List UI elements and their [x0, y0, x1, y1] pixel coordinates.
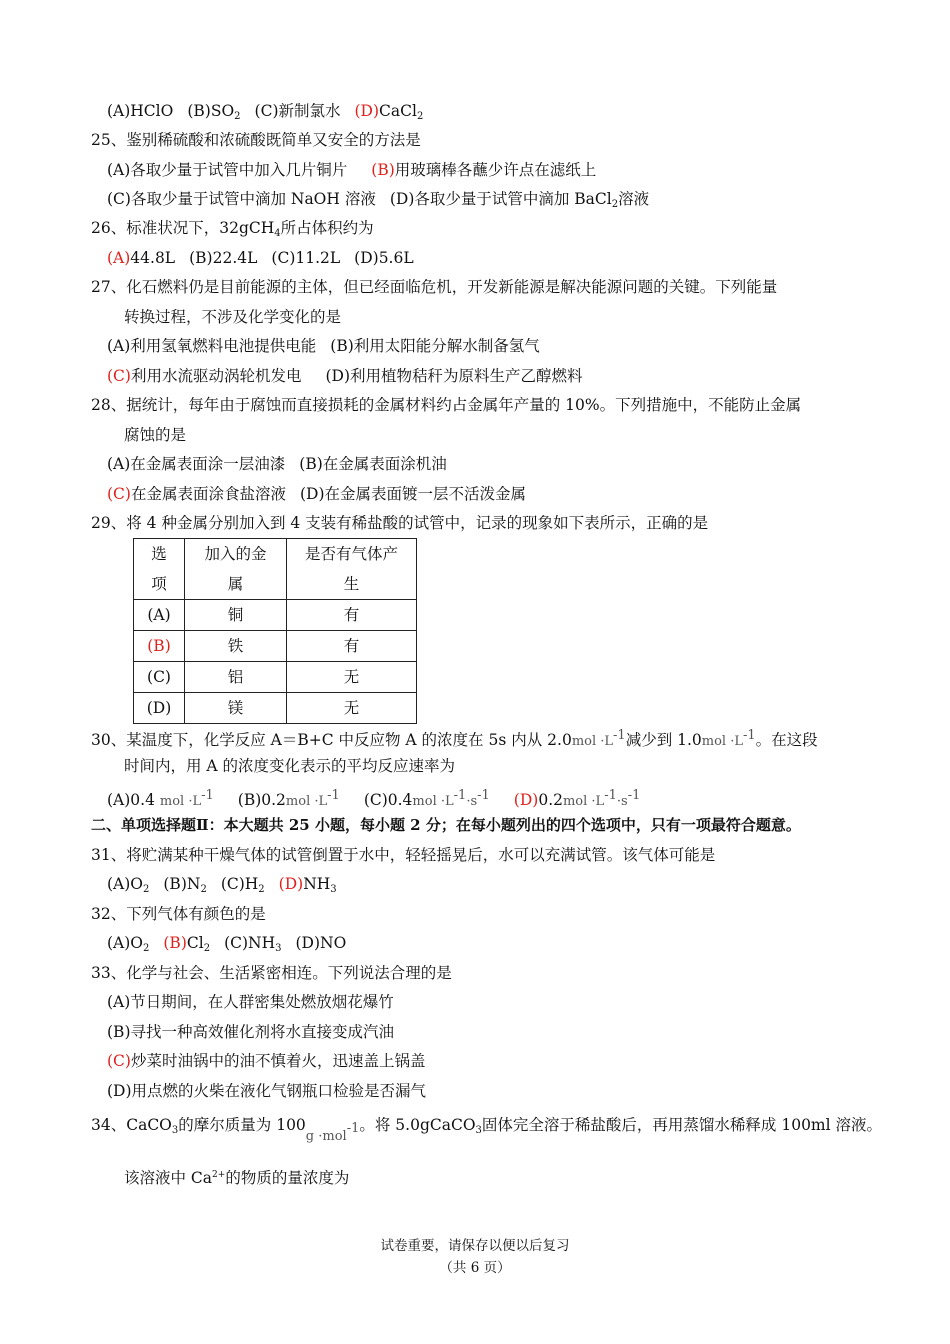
q32-option-a: $(A)O_2$ [107, 934, 150, 954]
q25-options-cd [107, 189, 649, 215]
q29-row-b-option: (B) [134, 631, 185, 662]
q29-row-a-gas: 有 [287, 600, 417, 631]
q30-option-c: $(C)0.4mol \cdot L^{-1}\cdot s^{-1}$ [363, 788, 490, 809]
q29-header-gas: 是否有气体产 生 [287, 539, 417, 600]
q32-options [107, 933, 346, 959]
q27-options-ab [107, 336, 540, 356]
q29-row-b-gas: 有 [287, 631, 417, 662]
q25-option-a: (A)各取少量于试管中加入几片铜片 [107, 161, 348, 179]
q29-row-d-metal: 镁 [185, 693, 287, 724]
q27-option-a: (A)利用氢氧燃料电池提供电能 [107, 337, 317, 355]
q28-options-cd [107, 484, 526, 504]
q29-row-b-metal: 铁 [185, 631, 287, 662]
q29-header-option: 选 项 [134, 539, 185, 600]
q24-option-b: $(B)SO_2$ [187, 102, 241, 122]
q29-row-c-metal: 铝 [185, 662, 287, 693]
q25-option-c: (C)各取少量于试管中滴加 NaOH 溶液 [107, 190, 376, 208]
q28-option-d: (D)在金属表面镀一层不活泼金属 [299, 485, 527, 503]
q25-option-d: (D)各取少量于试管中滴加 BaCl$_2$溶液 [389, 190, 650, 210]
q31-option-c: $(C)H_2$ [220, 875, 265, 895]
table-row [134, 693, 417, 724]
q26-option-c: (C)11.2L [271, 249, 341, 267]
q30-options [107, 786, 640, 812]
q33-option-c: (C)炒菜时油锅中的油不慎着火，迅速盖上锅盖 [107, 1052, 426, 1070]
q29-row-d-option: (D) [134, 693, 185, 724]
q34-stem-line2: 该溶液中 $Ca^{2+}$的物质的量浓度为 [124, 1169, 350, 1187]
page-count: （共 6 页） [439, 1260, 511, 1276]
q32-option-b: $(B)Cl_2$ [163, 934, 211, 954]
q32-option-c: $(C)NH_3$ [224, 934, 282, 954]
q30-option-a: (A)0.4 mol $\cdot L^{-1}$ [107, 788, 214, 809]
q28-option-c: (C)在金属表面涂食盐溶液 [107, 485, 286, 503]
q28-stem-line1: 28、据统计，每年由于腐蚀而直接损耗的金属材料约占金属年产量的 10%。下列措施中，不能防止金属 [91, 396, 802, 414]
q29-stem: 29、将 4 种金属分别加入到 4 支装有稀盐酸的试管中，记录的现象如下表所示，正确的是 [91, 514, 709, 532]
q24-option-d: (D)CaCl$_2$ [354, 102, 424, 122]
q28-option-b: (B)在金属表面涂机油 [299, 455, 447, 473]
q27-option-d: (D)利用植物秸秆为原料生产乙醇燃料 [325, 367, 583, 385]
q26-options [107, 248, 414, 268]
q33-option-b: (B)寻找一种高效催化剂将水直接变成汽油 [107, 1023, 394, 1041]
q33-stem: 33、化学与社会、生活紧密相连。下列说法合理的是 [91, 964, 452, 982]
q29-row-d-gas: 无 [287, 693, 417, 724]
q30-option-b: $(B)0.2mol \cdot L^{-1}$ [237, 788, 340, 809]
q34-stem-line1: 34、CaCO$_3$的摩尔质量为 $100_{g \cdot mol}^{-1}$。将 5.0gCaCO$_3$固体完全溶于稀盐酸后，再用蒸馏水稀释成 100ml 溶液。 [91, 1116, 883, 1144]
q27-options-cd [107, 366, 583, 386]
q30-stem-line2: 时间内，用 A 的浓度变化表示的平均反应速率为 [124, 757, 456, 775]
q27-option-b: (B)利用太阳能分解水制备氢气 [330, 337, 540, 355]
q27-stem-line1: 27、化石燃料仍是目前能源的主体，但已经面临危机，开发新能源是解决能源问题的关键。下列能量 [91, 278, 778, 296]
q26-option-a: (A)44.8L [107, 249, 176, 267]
q32-option-d: (D)NO [295, 934, 347, 952]
table-row [134, 631, 417, 662]
q31-stem: 31、将贮满某种干燥气体的试管倒置于水中，轻轻摇晃后，水可以充满试管。该气体可能是 [91, 846, 716, 864]
q31-option-a: $(A)O_2$ [107, 875, 150, 895]
table-row [134, 662, 417, 693]
table-row [134, 600, 417, 631]
q28-options-ab [107, 454, 447, 474]
q33-option-d: (D)用点燃的火柴在液化气钢瓶口检验是否漏气 [107, 1082, 427, 1100]
q26-stem: 26、标准状况下，32gCH$_4$所占体积约为 [91, 219, 374, 239]
q24-options [107, 101, 423, 127]
q24-option-a: (A)HClO [107, 102, 174, 120]
footer-note: 试卷重要，请保存以便以后复习 [380, 1238, 570, 1254]
q29-row-a-metal: 铜 [185, 600, 287, 631]
q29-row-c-option: (C) [134, 662, 185, 693]
q26-option-d: (D)5.6L [354, 249, 414, 267]
section-2-heading: 二、单项选择题Ⅱ：本大题共 25 小题，每小题 2 分；在每小题列出的四个选项中，只有一项最符合题意。 [91, 816, 801, 834]
q26-option-b: (B)22.4L [189, 249, 258, 267]
q27-stem-line2: 转换过程，不涉及化学变化的是 [124, 308, 342, 326]
q30-stem-line1: 30、某温度下，化学反应 A＝B+C 中反应物 A 的浓度在 5s 内从 $2.0mol \cdot L^{-1}$减少到 $1.0mol \cdot L^{-1}$。在这段 [91, 728, 818, 749]
q29-table-header [134, 539, 417, 600]
q29-header-metal: 加入的金 属 [185, 539, 287, 600]
q31-option-b: $(B)N_2$ [163, 875, 207, 895]
q24-option-c: (C)新制氯水 [254, 102, 341, 120]
q29-table [133, 538, 417, 724]
q32-stem: 32、下列气体有颜色的是 [91, 905, 266, 923]
q33-option-a: (A)节日期间，在人群密集处燃放烟花爆竹 [107, 993, 394, 1011]
q25-stem: 25、鉴别稀硫酸和浓硫酸既简单又安全的方法是 [91, 131, 421, 149]
q31-options [107, 874, 337, 900]
q28-stem-line2: 腐蚀的是 [124, 426, 187, 444]
q28-option-a: (A)在金属表面涂一层油漆 [107, 455, 286, 473]
q30-option-d: $(D)0.2mol \cdot L^{-1}\cdot s^{-1}$ [513, 788, 641, 809]
q31-option-d: $(D)NH_3$ [278, 875, 337, 895]
q29-row-a-option: (A) [134, 600, 185, 631]
q27-option-c: (C)利用水流驱动涡轮机发电 [107, 367, 302, 385]
q25-option-b: (B)用玻璃棒各蘸少许点在滤纸上 [371, 161, 597, 179]
q25-options-ab [107, 160, 596, 180]
q29-row-c-gas: 无 [287, 662, 417, 693]
